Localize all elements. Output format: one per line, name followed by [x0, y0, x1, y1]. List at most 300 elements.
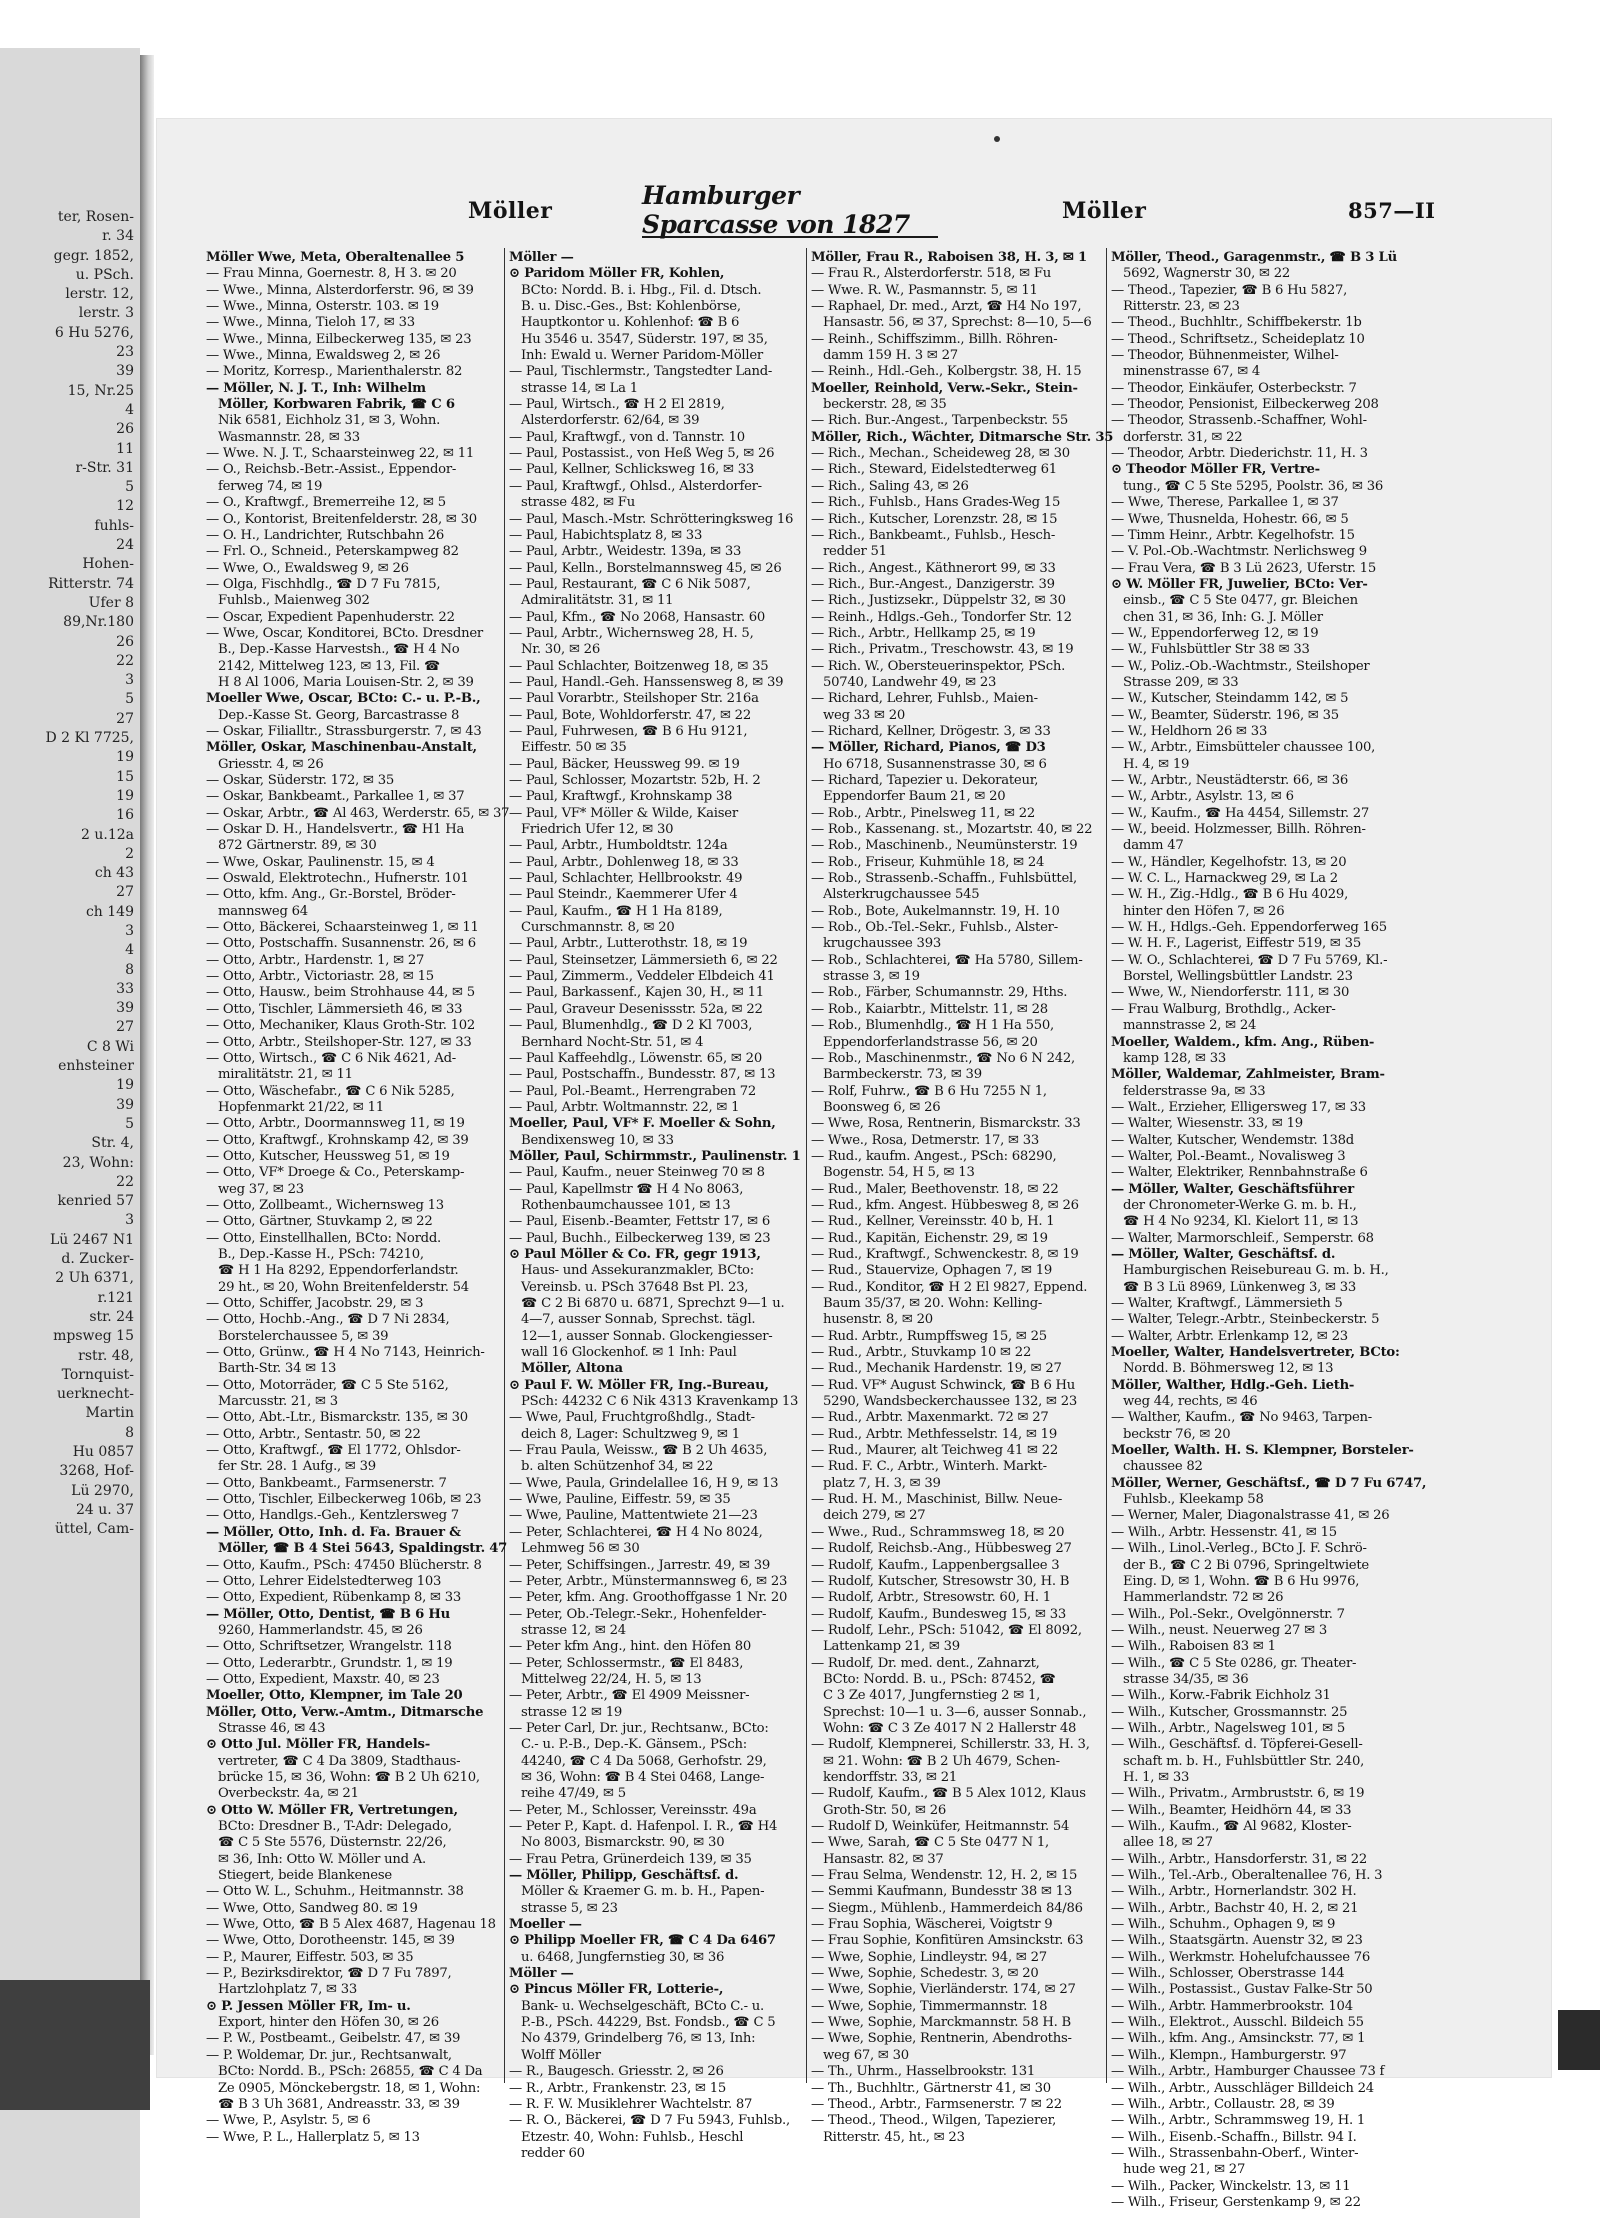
directory-entry-line: redder 51 [823, 544, 887, 560]
directory-entry-line: H 8 Al 1006, Maria Louisen-Str. 2, ✉ 39 [218, 674, 474, 690]
directory-entry-line: Nordd. B. Böhmersweg 12, ✉ 13 [1123, 1361, 1334, 1377]
directory-entry-line: Ho 6718, Susannenstrasse 30, ✉ 6 [823, 756, 1047, 772]
directory-entry-line: C 3 Ze 4017, Jungfernstieg 2 ✉ 1, [823, 1688, 1041, 1704]
directory-entry-line: — Paul, Restaurant, ☎ C 6 Nik 5087, [509, 576, 751, 592]
directory-entry-line: 9260, Hammerlandstr. 45, ✉ 26 [218, 1622, 423, 1638]
directory-entry-line: — Rud., kfm. Angest. Hübbesweg 8, ✉ 26 [811, 1197, 1079, 1213]
directory-entry-line: strasse 3, ✉ 19 [823, 969, 920, 985]
directory-entry-line: — Peter, Schlossermstr., ☎ El 8483, [509, 1655, 744, 1671]
directory-entry-line: Strasse 46, ✉ 43 [218, 1720, 326, 1736]
directory-entry-line: — Wilh., Privatm., Armbruststr. 6, ✉ 19 [1111, 1786, 1365, 1802]
left-page-fragment-line: 15, Nr.25 [67, 382, 134, 399]
directory-entry-line: — W. H. F., Lagerist, Eiffestr 519, ✉ 35 [1111, 936, 1361, 952]
directory-entry-line: Möller, Paul, Schirmmstr., Paulinenstr. 1 [509, 1148, 801, 1164]
directory-entry-line: — Walter, Marmorschleif., Semperstr. 68 [1111, 1230, 1374, 1246]
directory-entry-line: — Otto, Hausw., beim Strohhause 44, ✉ 5 [206, 985, 475, 1001]
directory-entry-line: — Rich., Mechan., Scheideweg 28, ✉ 30 [811, 446, 1070, 462]
directory-entry-line: — Otto, Motorräder, ☎ C 5 Ste 5162, [206, 1377, 449, 1393]
directory-entry-line: Lattenkamp 21, ✉ 39 [823, 1639, 960, 1655]
directory-entry-line: — Otto, VF* Droege & Co., Peterskamp- [206, 1165, 465, 1181]
directory-entry-line: — Wwe, W., Niendorferstr. 111, ✉ 30 [1111, 985, 1350, 1001]
directory-entry-line: — Theodor, Pensionist, Eilbeckerweg 208 [1111, 397, 1379, 413]
directory-entry-line: — W. C. L., Harnackweg 29, ✉ La 2 [1111, 871, 1338, 887]
directory-entry-line: — Wwe, Oskar, Paulinenstr. 15, ✉ 4 [206, 854, 435, 870]
directory-entry-line: — Rob., Schlachterei, ☎ Ha 5780, Sillem- [811, 952, 1083, 968]
left-page-fragment-line: 22 [116, 652, 134, 669]
directory-entry-line: — Otto, Kaufm., PSch: 47450 Blücherstr. 8 [206, 1557, 482, 1573]
directory-entry-line: — Wilh., Beamter, Heidhörn 44, ✉ 33 [1111, 1802, 1352, 1818]
directory-entry-line: weg 44, rechts, ✉ 46 [1123, 1394, 1258, 1410]
left-page-fragment-line: Martin [85, 1405, 134, 1422]
left-page-fragment-line: 39 [116, 1000, 134, 1017]
directory-entry-line: 29 ht., ✉ 20, Wohn Breitenfelderstr. 54 [218, 1279, 469, 1295]
left-page-fragment-line: 3 [125, 1212, 134, 1229]
directory-entry-line: — Th., Uhrm., Hasselbrookstr. 131 [811, 2064, 1035, 2080]
directory-entry-line: — Wilh., Arbtr., Hansdorferstr. 31, ✉ 22 [1111, 1851, 1367, 1867]
directory-entry-line: — Wwe, O., Ewaldsweg 9, ✉ 26 [206, 560, 409, 576]
directory-entry-line: — Rich., Angest., Käthnerort 99, ✉ 33 [811, 560, 1056, 576]
directory-entry-line: — Rudolf, Arbtr., Stresowstr. 60, H. 1 [811, 1590, 1051, 1606]
directory-entry-line: ⊙ Otto W. Möller FR, Vertretungen, [206, 1802, 458, 1818]
directory-entry-line: — Otto, Zollbeamt., Wichernsweg 13 [206, 1197, 444, 1213]
directory-entry-line: — Wilh., Friseur, Gerstenkamp 9, ✉ 22 [1111, 2194, 1361, 2210]
directory-entry-line: — Rud. Arbtr., Rumpffsweg 15, ✉ 25 [811, 1328, 1047, 1344]
directory-entry-line: Borstelerchaussee 5, ✉ 39 [218, 1328, 389, 1344]
directory-entry-line: Borstel, Wellingsbüttler Landstr. 23 [1123, 969, 1353, 985]
directory-entry-line: — Peter, Arbtr., ☎ El 4909 Meissner- [509, 1688, 750, 1704]
left-page-fragment-line: lerstr. 12, [65, 286, 134, 303]
directory-entry-line: — R. F. W. Musiklehrer Wachtelstr. 87 [509, 2096, 753, 2112]
directory-entry-line: weg 33 ✉ 20 [823, 707, 905, 723]
left-page-fragment-line: rstr. 48, [78, 1347, 134, 1364]
directory-entry-line: H. 4, ✉ 19 [1123, 756, 1190, 772]
directory-entry-line: — Peter, Arbtr., Münstermannsweg 6, ✉ 23 [509, 1573, 788, 1589]
left-page-fragment-line: ter, Rosen- [57, 209, 134, 225]
directory-entry-line: Moeller, Waldem., kfm. Ang., Rüben- [1111, 1034, 1375, 1050]
directory-entry-line: — Paul, Kaufm., ☎ H 1 Ha 8189, [509, 903, 723, 919]
directory-entry-line: — Moritz, Korresp., Marienthalerstr. 82 [206, 364, 463, 380]
directory-entry-line: ⊙ P. Jessen Möller FR, Im- u. [206, 1998, 411, 2014]
directory-entry-line: — Rud., Kellner, Vereinsstr. 40 b, H. 1 [811, 1214, 1055, 1230]
left-page-fragment-line: Lü 2970, [71, 1482, 134, 1499]
directory-entry-line: Möller, Korbwaren Fabrik, ☎ C 6 [218, 397, 455, 413]
directory-entry-line: — W., beeid. Holzmesser, Billh. Röhren- [1111, 822, 1366, 838]
directory-entry-line: — Paul, Arbtr., Lutterothstr. 18, ✉ 19 [509, 936, 748, 952]
directory-entry-line: — Rud., Arbtr. Maxenmarkt. 72 ✉ 27 [811, 1410, 1049, 1426]
directory-entry-line: — Paul, Masch.-Mstr. Schrötteringksweg 16 [509, 511, 794, 527]
directory-entry-line: — Walter, Elektriker, Rennbahnstraße 6 [1111, 1165, 1368, 1181]
directory-entry-line: Dep.-Kasse St. Georg, Barcastrasse 8 [218, 707, 460, 723]
directory-entry-line: ☎ C 5 Ste 5576, Düsternstr. 22/26, [218, 1835, 447, 1851]
directory-entry-line: — Paul, Handl.-Geh. Hanssensweg 8, ✉ 39 [509, 674, 784, 690]
directory-entry-line: beckerstr. 28, ✉ 35 [823, 397, 947, 413]
directory-entry-line: — Rud., Maler, Beethovenstr. 18, ✉ 22 [811, 1181, 1059, 1197]
directory-entry-line: — Paul, Pol.-Beamt., Herrengraben 72 [509, 1083, 757, 1099]
directory-entry-line: 5290, Wandsbeckerchaussee 132, ✉ 23 [823, 1394, 1078, 1410]
directory-entry-line: der Chronometer-Werke G. m. b. H., [1123, 1197, 1357, 1213]
scan-edge-dark-right [1558, 2010, 1600, 2070]
directory-entry-line: — Paul Kaffeehdlg., Löwenstr. 65, ✉ 20 [509, 1050, 762, 1066]
directory-entry-line: redder 60 [521, 2145, 585, 2161]
directory-entry-line: 44240, ☎ C 4 Da 5068, Gerhofstr. 29, [521, 1753, 767, 1769]
directory-entry-line: — Paul, Kraftwgf., Krohnskamp 38 [509, 789, 733, 805]
directory-entry-line: — Otto, Postschaffn. Susannenstr. 26, ✉ 6 [206, 936, 476, 952]
directory-entry-line: Nik 6581, Eichholz 31, ✉ 3, Wohn. [218, 413, 441, 429]
directory-entry-line: — Wilh., Schlosser, Oberstrasse 144 [1111, 1966, 1345, 1982]
directory-entry-line: Bendixensweg 10, ✉ 33 [521, 1132, 674, 1148]
directory-entry-line: — Otto, Handlgs.-Geh., Kentzlersweg 7 [206, 1508, 459, 1524]
directory-entry-line: — Möller, Otto, Inh. d. Fa. Brauer & [206, 1524, 461, 1540]
directory-entry-line: — Wwe., Rosa, Detmerstr. 17, ✉ 33 [811, 1132, 1040, 1148]
directory-entry-line: Marcusstr. 21, ✉ 3 [218, 1394, 338, 1410]
directory-entry-line: — Rich. Bur.-Angest., Tarpenbeckstr. 55 [811, 413, 1069, 429]
directory-entry-line: — Rich. W., Obersteuerinspektor, PSch. [811, 658, 1066, 674]
directory-entry-line: — Otto, Expedient, Maxstr. 40, ✉ 23 [206, 1671, 440, 1687]
directory-entry-line: Bernhard Nocht-Str. 51, ✉ 4 [521, 1034, 704, 1050]
directory-entry-line: No 4379, Grindelberg 76, ✉ 13, Inh: [521, 2031, 756, 2047]
directory-entry-line: — Möller, Walter, Geschäftsf. d. [1111, 1246, 1336, 1262]
directory-entry-line: — Wwe., Minna, Ewaldsweg 2, ✉ 26 [206, 348, 441, 364]
directory-entry-line: mannstrasse 2, ✉ 24 [1123, 1018, 1257, 1034]
directory-entry-line: — W., Beamter, Süderstr. 196, ✉ 35 [1111, 707, 1339, 723]
directory-entry-line: — Wilh., Postassist., Gustav Falke-Str 50 [1111, 1982, 1373, 1998]
page-number: 857—II [1348, 198, 1436, 223]
directory-entry-line: — Paul, Barkassenf., Kajen 30, H., ✉ 11 [509, 985, 764, 1001]
directory-entry-line: — Otto, Expedient, Rübenkamp 8, ✉ 33 [206, 1590, 462, 1606]
directory-entry-line: chaussee 82 [1123, 1459, 1203, 1475]
directory-entry-line: — Rud., Kapitän, Eichenstr. 29, ✉ 19 [811, 1230, 1048, 1246]
directory-entry-line: Curschmannstr. 8, ✉ 20 [521, 920, 675, 936]
left-page-fragment-line: Tornquist- [61, 1366, 134, 1383]
left-page-fragment-line: 12 [116, 498, 134, 515]
directory-entry-line: Vereinsb. u. PSch 37648 Bst Pl. 23, [521, 1279, 749, 1295]
directory-entry-line: BCto: Nordd. B. u., PSch: 87452, ☎ [823, 1671, 1056, 1687]
directory-entry-line: — Walther, Kaufm., ☎ No 9463, Tarpen- [1111, 1410, 1372, 1426]
directory-entry-line: — Wilh., neust. Neuerweg 27 ✉ 3 [1111, 1622, 1327, 1638]
directory-entry-line: Möller — [509, 250, 574, 265]
directory-entry-line: ✉ 21. Wohn: ☎ B 2 Uh 4679, Schen- [823, 1753, 1060, 1769]
directory-entry-line: — Wilh., Packer, Winckelstr. 13, ✉ 11 [1111, 2178, 1351, 2194]
left-page-fragment-line: 33 [116, 980, 134, 997]
directory-entry-line: — W., Arbtr., Asylstr. 13, ✉ 6 [1111, 789, 1294, 805]
directory-entry-line: — Paul Schlachter, Boitzenweg 18, ✉ 35 [509, 658, 769, 674]
directory-entry-line: Etzestr. 40, Wohn: Fuhlsb., Heschl [521, 2129, 744, 2145]
directory-entry-line: — Otto, Arbtr., Doormannsweg 11, ✉ 19 [206, 1116, 465, 1132]
directory-entry-line: — Rudolf, Klempnerei, Schillerstr. 33, H. 3, [811, 1737, 1090, 1753]
directory-entry-line: — Wwe, Sophie, Lindleystr. 94, ✉ 27 [811, 1949, 1047, 1965]
directory-entry-line: Friedrich Ufer 12, ✉ 30 [521, 822, 674, 838]
directory-entry-line: Hansastr. 56, ✉ 37, Sprechst: 8—10, 5—6 [823, 315, 1092, 331]
directory-entry-line: — Peter, kfm. Ang. Groothoffgasse 1 Nr. 20 [509, 1590, 788, 1606]
directory-entry-line: dorferstr. 31, ✉ 22 [1123, 429, 1243, 445]
directory-entry-line: Moeller, Otto, Klempner, im Tale 20 [206, 1688, 463, 1704]
directory-entry-line: — Richard, Lehrer, Fuhlsb., Maien- [811, 691, 1038, 707]
left-page-fragment-line: 23, Wohn: [62, 1154, 134, 1171]
left-page-fragment-line: 8 [125, 961, 134, 978]
directory-entry-line: — Wwe, Pauline, Mattentwiete 21—23 [509, 1508, 758, 1524]
directory-entry-line: allee 18, ✉ 27 [1123, 1835, 1213, 1851]
directory-entry-line: — O., Kontorist, Breitenfelderstr. 28, ✉ 30 [206, 511, 477, 527]
directory-entry-line: — Wilh., Arbtr., Hamburger Chaussee 73 f [1111, 2064, 1385, 2080]
directory-entry-line: ⊙ Paul Möller & Co. FR, gegr 1913, [509, 1246, 761, 1262]
directory-entry-line: — Wilh., Staatsgärtn. Auenstr 32, ✉ 23 [1111, 1933, 1363, 1949]
left-page-fragment-line: 2 [125, 845, 134, 862]
directory-entry-line: strasse 12, ✉ 24 [521, 1622, 626, 1638]
directory-entry-line: — Rud. VF* August Schwinck, ☎ B 6 Hu [811, 1377, 1076, 1393]
directory-entry-line: — P., Maurer, Eiffestr. 503, ✉ 35 [206, 1949, 414, 1965]
left-page-fragment-line: mpsweg 15 [53, 1328, 134, 1345]
directory-entry-line: — Wilh., Pol.-Sekr., Ovelgönnerstr. 7 [1111, 1606, 1345, 1622]
directory-entry-line: Moeller, Walth. H. S. Klempner, Borsteler- [1111, 1443, 1414, 1459]
directory-entry-line: Admiralitätstr. 31, ✉ 11 [521, 593, 674, 609]
directory-entry-line: — Wwe, Oscar, Konditorei, BCto. Dresdner [206, 625, 483, 641]
directory-entry-line: — Reinh., Schiffszimm., Billh. Röhren- [811, 331, 1058, 347]
directory-entry-line: Hartzlohplatz 7, ✉ 33 [218, 1982, 358, 1998]
directory-entry-line: — Rob., Bote, Aukelmannstr. 19, H. 10 [811, 903, 1060, 919]
directory-entry-line: — Otto, Hochb.-Ang., ☎ D 7 Ni 2834, [206, 1312, 450, 1328]
directory-entry-line: hude weg 21, ✉ 27 [1123, 2162, 1246, 2178]
directory-entry-line: — Peter Carl, Dr. jur., Rechtsanw., BCto: [509, 1720, 769, 1736]
directory-entry-line: ☎ B 3 Uh 3681, Andreasstr. 33, ✉ 39 [218, 2096, 460, 2112]
directory-entry-line: — Wilh., Arbtr. Hessenstr. 41, ✉ 15 [1111, 1524, 1337, 1540]
directory-entry-line: Möller, Waldemar, Zahlmeister, Bram- [1111, 1067, 1385, 1083]
directory-entry-line: Möller, Oskar, Maschinenbau-Anstalt, [206, 740, 477, 756]
directory-entry-line: — Wwe, Otto, Sandweg 80. ✉ 19 [206, 1900, 418, 1916]
directory-entry-line: — Möller, Philipp, Geschäftsf. d. [509, 1868, 739, 1884]
directory-entry-line: BCto: Nordd. B. i. Hbg., Fil. d. Dtsch. [521, 282, 762, 298]
directory-entry-line: krugchaussee 393 [823, 936, 941, 952]
directory-entry-line: Möller — [509, 1966, 574, 1982]
left-page-fragment-line: 27 [116, 884, 134, 901]
directory-entry-line: — Wilh., Werkmstr. Hohelufchaussee 76 [1111, 1949, 1371, 1965]
directory-entry-line: 50740, Landwehr 49, ✉ 23 [823, 674, 997, 690]
directory-entry-line: — Rudolf, Lehr., PSch: 51042, ☎ El 8092, [811, 1622, 1082, 1638]
directory-entry-line: Hauptkontor u. Kohlenhof: ☎ B 6 [521, 315, 740, 331]
directory-entry-line: — Rich., Bankbeamt., Fuhlsb., Hesch- [811, 527, 1056, 543]
left-page-fragment-line: 5 [125, 691, 134, 708]
directory-entry-line: — Wwe, Sarah, ☎ C 5 Ste 0477 N 1, [811, 1835, 1049, 1851]
directory-entry-line: u. 6468, Jungfernstieg 30, ✉ 36 [521, 1949, 725, 1965]
directory-entry-line: — Rud., Kraftwgf., Schwenckestr. 8, ✉ 19 [811, 1246, 1079, 1262]
left-page-fragment-line: gegr. 1852, [53, 247, 134, 264]
left-page-fragment-line: ch 149 [85, 903, 134, 920]
directory-entry-line: — Wilh., Schuhm., Ophagen 9, ✉ 9 [1111, 1917, 1336, 1933]
directory-entry-line: — Paul, Tischlermstr., Tangstedter Land- [509, 364, 773, 380]
directory-entry-line: — Wilh., Klempn., Hamburgerstr. 97 [1111, 2047, 1347, 2063]
directory-entry-line: — Wwe, P., Asylstr. 5, ✉ 6 [206, 2113, 371, 2129]
left-page-fragment-line: enhsteiner [58, 1058, 134, 1075]
directory-entry-line: — Oskar, Arbtr., ☎ Al 463, Werderstr. 65, ✉ 37 [206, 805, 510, 821]
directory-entry-line: mannsweg 64 [218, 903, 308, 919]
directory-entry-line: — Walter, Pol.-Beamt., Novalisweg 3 [1111, 1148, 1346, 1164]
directory-entry-line: — Wilh., ☎ C 5 Ste 0286, gr. Theater- [1111, 1655, 1357, 1671]
directory-entry-line: — Wilh., Arbtr., Collaustr. 28, ✉ 39 [1111, 2096, 1335, 2112]
directory-entry-line: Hu 3546 u. 3547, Süderstr. 197, ✉ 35, [521, 331, 768, 347]
directory-entry-line: — Otto, Grünw., ☎ H 4 No 7143, Heinrich- [206, 1345, 485, 1361]
left-page-fragment-line: 4 [125, 942, 134, 959]
left-page-fragment-line: 19 [116, 1077, 134, 1094]
directory-entry-line: Möller Wwe, Meta, Oberaltenallee 5 [206, 250, 465, 265]
directory-entry-line: — Wwe, Paula, Grindelallee 16, H 9, ✉ 13 [509, 1475, 779, 1491]
directory-entry-line: — Paul, Arbtr., Wichernsweg 28, H. 5, [509, 625, 754, 641]
directory-entry-line: Möller, Frau R., Raboisen 38, H. 3, ✉ 1 [811, 250, 1087, 265]
directory-entry-line: minenstrasse 67, ✉ 4 [1123, 364, 1261, 380]
left-page-fragment-line: uerknecht- [57, 1386, 134, 1403]
directory-entry-line: — Rich., Arbtr., Hellkamp 25, ✉ 19 [811, 625, 1036, 641]
directory-entry-line: ⊙ Philipp Moeller FR, ☎ C 4 Da 6467 [509, 1933, 776, 1949]
directory-entry-line: b. alten Schützenhof 34, ✉ 22 [521, 1459, 714, 1475]
directory-entry-line: — Paul, Kelln., Borstelmannsweg 45, ✉ 26 [509, 560, 782, 576]
directory-entry-line: — Wilh., Elektrot., Ausschl. Bildeich 55 [1111, 2015, 1364, 2031]
left-page-fragment-line: fuhls- [94, 517, 134, 534]
left-page-fragment-line: 23 [116, 344, 134, 361]
directory-entry-line: — Wwe, Paul, Fruchtgroßhdlg., Stadt- [509, 1410, 755, 1426]
left-page-fragment-line: 39 [116, 363, 134, 380]
directory-entry-line: — Otto, Schriftsetzer, Wrangelstr. 118 [206, 1639, 452, 1655]
directory-entry-line: — Paul, Kaufm., neuer Steinweg 70 ✉ 8 [509, 1165, 765, 1181]
directory-entry-line: — Richard, Kellner, Drögestr. 3, ✉ 33 [811, 723, 1051, 739]
directory-entry-line: — Theodor, Arbtr. Diederichstr. 11, H. 3 [1111, 446, 1368, 462]
left-page-fragment-line: lerstr. 3 [78, 305, 134, 322]
directory-entry-line: Eiffestr. 50 ✉ 35 [521, 740, 627, 756]
directory-entry-line: — Rich., Steward, Eidelstedterweg 61 [811, 462, 1057, 478]
directory-entry-line: — Rud., Arbtr., Stuvkamp 10 ✉ 22 [811, 1345, 1032, 1361]
directory-entry-line: — Möller, Otto, Dentist, ☎ B 6 Hu [206, 1606, 450, 1622]
directory-entry-line: Moeller Wwe, Oscar, BCto: C.- u. P.-B., [206, 691, 481, 707]
directory-entry-line: — Frau Vera, ☎ B 3 Lü 2623, Uferstr. 15 [1111, 560, 1376, 576]
directory-entry-line: — Otto, Schiffer, Jacobstr. 29, ✉ 3 [206, 1296, 424, 1311]
directory-entry-line: chen 31, ✉ 36, Inh: G. J. Möller [1123, 609, 1323, 625]
directory-entry-line: Möller & Kraemer G. m. b. H., Papen- [521, 1884, 765, 1900]
directory-entry-line: Sprechst: 10—1 u. 3—6, ausser Sonnab., [823, 1704, 1087, 1720]
directory-entry-line: — Rich., Privatm., Treschowstr. 43, ✉ 19 [811, 642, 1074, 658]
directory-entry-line: Möller, Walther, Hdlg.-Geh. Lieth- [1111, 1377, 1355, 1393]
left-page-fragment-line: C 8 Wi [86, 1038, 134, 1055]
directory-entry-line: — Wwe., Rud., Schrammsweg 18, ✉ 20 [811, 1524, 1065, 1540]
directory-entry-line: — Wilh., Arbtr., Bachstr 40, H. 2, ✉ 21 [1111, 1900, 1359, 1916]
directory-entry-line: Boonsweg 6, ✉ 26 [823, 1099, 941, 1115]
directory-entry-line: strasse 14, ✉ La 1 [521, 380, 638, 396]
directory-entry-line: — Rob., Blumenhdlg., ☎ H 1 Ha 550, [811, 1018, 1054, 1034]
directory-entry-line: — Theod., Schriftsetz., Scheideplatz 10 [1111, 331, 1365, 347]
directory-entry-line: wall 16 Glockenhof. ✉ 1 Inh: Paul [521, 1345, 737, 1361]
left-page-fragment-line: Str. 4, [91, 1135, 134, 1152]
directory-entry-line: Möller, Altona [521, 1361, 623, 1377]
directory-entry-line: tung., ☎ C 5 Ste 5295, Poolstr. 36, ✉ 36 [1123, 478, 1383, 494]
directory-entry-line: Fuhlsb., Kleekamp 58 [1123, 1492, 1264, 1508]
directory-entry-line: ✉ 36, Inh: Otto W. Möller und A. [218, 1851, 426, 1867]
directory-entry-line: C.- u. P.-B., Dep.-K. Gänsem., PSch: [521, 1737, 747, 1753]
directory-entry-line: — Peter P., Kapt. d. Hafenpol. I. R., ☎ H4 [509, 1819, 778, 1834]
left-page-fragment-line: Ritterstr. 74 [48, 575, 134, 592]
scan-edge-dark [0, 1980, 150, 2110]
directory-entry-line: ⊙ Theodor Möller FR, Vertre- [1111, 462, 1320, 478]
directory-entry-line: Nr. 30, ✉ 26 [521, 642, 600, 658]
directory-entry-line: der B., ☎ C 2 Bi 0796, Springeltwiete [1123, 1557, 1369, 1573]
directory-entry-line: — Otto, Mechaniker, Klaus Groth-Str. 102 [206, 1018, 476, 1034]
directory-entry-line: — Walter, Kutscher, Wendemstr. 138d [1111, 1132, 1354, 1148]
directory-entry-line: — Rich., Bur.-Angest., Danzigerstr. 39 [811, 576, 1055, 592]
directory-entry-line: — Rich., Fuhlsb., Hans Grades-Weg 15 [811, 495, 1061, 511]
directory-entry-line: — Otto, Arbtr., Hardenstr. 1, ✉ 27 [206, 952, 425, 968]
directory-entry-line: vertreter, ☎ C 4 Da 3809, Stadthaus- [218, 1753, 461, 1769]
directory-entry-line: — Theod., Buchhltr., Schiffbekerstr. 1b [1111, 315, 1362, 331]
directory-entry-line: — Paul, Schlachter, Hellbrookstr. 49 [509, 871, 743, 887]
directory-entry-line: — Paul, Kfm., ☎ No 2068, Hansastr. 60 [509, 609, 765, 625]
left-page-fragment-line: kenried 57 [57, 1193, 134, 1210]
directory-entry-line: — Paul, Eisenb.-Beamter, Fettstr 17, ✉ 6 [509, 1214, 771, 1230]
directory-entry-line: — P. W., Postbeamt., Geibelstr. 47, ✉ 39 [206, 2031, 461, 2047]
directory-entry-line: — Wilh., Kutscher, Grossmannstr. 25 [1111, 1704, 1348, 1720]
directory-entry-line: strasse 34/35, ✉ 36 [1123, 1671, 1249, 1687]
directory-entry-line: weg 67, ✉ 30 [823, 2047, 909, 2063]
directory-column-4 [1111, 250, 1427, 2210]
directory-entry-line: brücke 15, ✉ 36, Wohn: ☎ B 2 Uh 6210, [218, 1769, 480, 1785]
directory-entry-line: B., Dep.-Kasse Harvestsh., ☎ H 4 No [218, 642, 460, 658]
directory-entry-line: felderstrasse 9a, ✉ 33 [1123, 1083, 1266, 1099]
directory-entry-line: Möller, Rich., Wächter, Ditmarsche Str. 35 [811, 429, 1114, 445]
directory-entry-line: BCto: Nordd. B., PSch: 26855, ☎ C 4 Da [218, 2064, 483, 2080]
directory-entry-line: — Theodor, Strassenb.-Schaffner, Wohl- [1111, 413, 1367, 429]
directory-entry-line: Alsterdorferstr. 62/64, ✉ 39 [521, 413, 700, 429]
directory-entry-line: B. u. Disc.-Ges., Bst: Kohlenbörse, [521, 299, 741, 315]
left-page-fragment-line: 27 [116, 710, 134, 727]
directory-entry-line: — Wilh., Raboisen 83 ✉ 1 [1111, 1639, 1276, 1655]
directory-entry-line: — Frau Selma, Wendenstr. 12, H. 2, ✉ 15 [811, 1868, 1078, 1884]
directory-entry-line: — Rudolf, Kaufm., Lappenbergsallee 3 [811, 1557, 1060, 1573]
directory-entry-line: ☎ H 1 Ha 8292, Eppendorferlandstr. [218, 1263, 459, 1279]
directory-entry-line: beckstr 76, ✉ 20 [1123, 1426, 1231, 1442]
directory-column-1 [206, 250, 510, 2145]
directory-entry-line: — Otto, Einstellhallen, BCto: Nordd. [206, 1230, 441, 1246]
directory-entry-line: — Otto, Tischler, Eilbeckerweg 106b, ✉ 23 [206, 1492, 482, 1508]
directory-entry-line: — Paul, Zimmerm., Veddeler Elbdeich 41 [509, 969, 775, 985]
sparcasse-banner-logo: Hamburger Sparcasse von 1827 [642, 184, 938, 238]
directory-entry-line: — Rud., Maurer, alt Teichweg 41 ✉ 22 [811, 1443, 1058, 1459]
directory-entry-line: P.-B., PSch. 44229, Bst. Fondsb., ☎ C 5 [521, 2015, 776, 2031]
directory-entry-line: — Frau Minna, Goernestr. 8, H 3. ✉ 20 [206, 266, 457, 282]
directory-entry-line: — W. O., Schlachterei, ☎ D 7 Fu 5769, Kl.- [1111, 952, 1388, 968]
running-head-right: Möller [1062, 198, 1147, 224]
directory-entry-line: — Möller, Walter, Geschäftsführer [1111, 1181, 1354, 1197]
directory-entry-line: kendorffstr. 33, ✉ 21 [823, 1769, 957, 1785]
directory-entry-line: — Rudolf D, Weinküfer, Heitmannstr. 54 [811, 1819, 1070, 1834]
directory-entry-line: — R., Arbtr., Frankenstr. 23, ✉ 15 [509, 2080, 726, 2096]
page-mark [994, 136, 1000, 142]
directory-entry-line: — Rob., Kaiarbtr., Mittelstr. 11, ✉ 28 [811, 1001, 1048, 1017]
directory-entry-line: — Peter kfm Ang., hint. den Höfen 80 [509, 1639, 752, 1655]
directory-entry-line: — Rud. F. C., Arbtr., Winterh. Markt- [811, 1459, 1047, 1475]
directory-entry-line: — Walter, Telegr.-Arbtr., Steinbeckerstr. 5 [1111, 1312, 1380, 1328]
directory-entry-line: — Wilh., Arbtr., Hornerlandstr. 302 H. [1111, 1884, 1357, 1900]
directory-entry-line: — Paul, VF* Möller & Wilde, Kaiser [509, 805, 738, 821]
directory-entry-line: — Paul Vorarbtr., Steilshoper Str. 216a [509, 691, 759, 707]
directory-entry-line: — W., Poliz.-Ob.-Wachtmstr., Steilshoper [1111, 658, 1370, 674]
directory-entry-line: — Paul, Kapellmstr ☎ H 4 No 8063, [509, 1181, 744, 1197]
directory-entry-line: kamp 128, ✉ 33 [1123, 1050, 1227, 1066]
directory-column-3 [811, 250, 1114, 2145]
directory-entry-line: — W., Kutscher, Steindamm 142, ✉ 5 [1111, 691, 1349, 707]
directory-entry-line: Ritterstr. 45, ht., ✉ 23 [823, 2129, 965, 2145]
directory-entry-line: Stiegert, beide Blankenese [218, 1868, 392, 1884]
directory-entry-line: — Rich., Saling 43, ✉ 26 [811, 478, 969, 494]
directory-entry-line: — Paul, Arbtr., Humboldtstr. 124a [509, 838, 728, 854]
directory-entry-line: Groth-Str. 50, ✉ 26 [823, 1802, 947, 1818]
directory-entry-line: — Wwe. N. J. T., Schaarsteinweg 22, ✉ 11 [206, 446, 475, 462]
directory-entry-line: 872 Gärtnerstr. 89, ✉ 30 [218, 838, 377, 854]
directory-entry-line: strasse 12 ✉ 19 [521, 1704, 623, 1720]
directory-entry-line: — Wilh., Geschäftsf. d. Töpferei-Gesell- [1111, 1737, 1363, 1753]
